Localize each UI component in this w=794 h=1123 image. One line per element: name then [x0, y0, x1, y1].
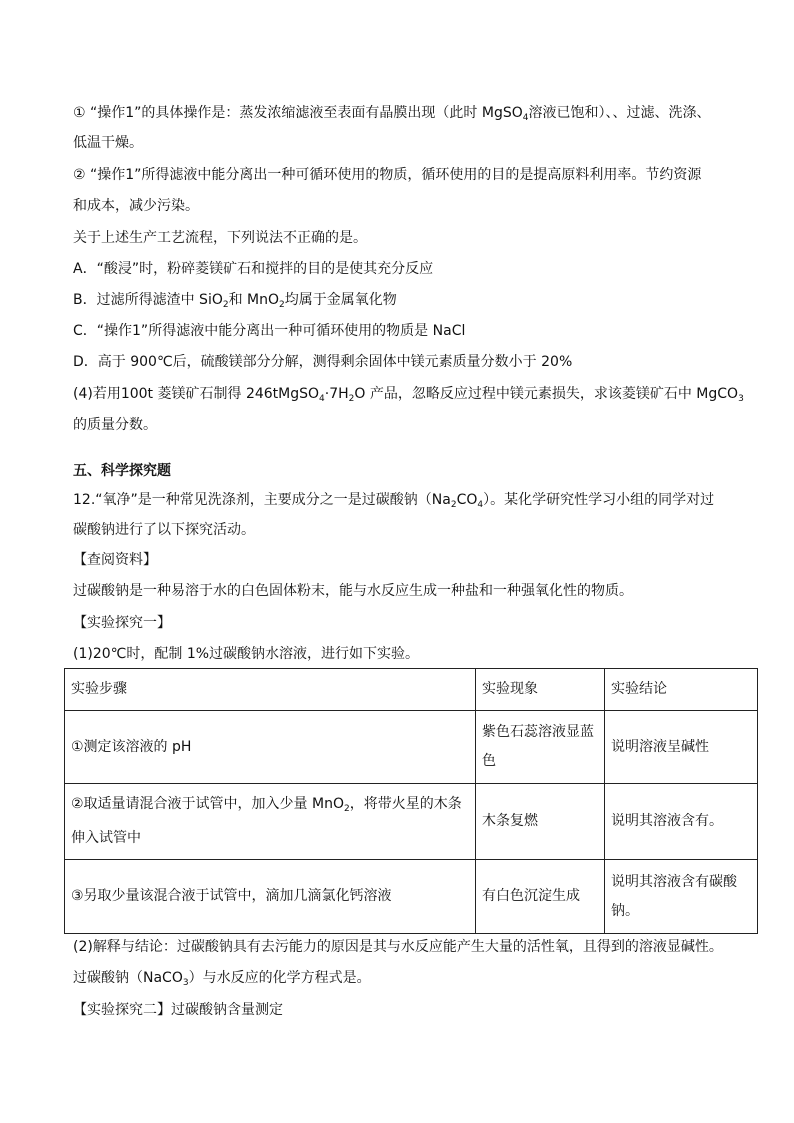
text-line: (2)解释与结论：过碳酸钠具有去污能力的原因是其与水反应能产生大量的活性氧，且得到的溶液显碱性。 — [73, 939, 723, 955]
text-line: 碳酸钠进行了以下探究活动。 — [73, 522, 255, 538]
subheading: 【实验探究一】 — [73, 615, 171, 631]
table-cell: 说明溶液呈碱性 — [605, 711, 758, 784]
table-header: 实验现象 — [476, 669, 605, 711]
table-cell: 说明其溶液含有碳酸钠。 — [605, 860, 758, 934]
table-row — [65, 784, 758, 860]
table-header-row — [65, 669, 758, 711]
section-heading: 五、科学探究题 — [73, 463, 171, 479]
text-line: (1)20℃时，配制 1%过碳酸钠水溶液，进行如下实验。 — [73, 646, 420, 662]
experiment-table — [64, 668, 758, 934]
option-d: D．高于 900℃后，硫酸镁部分分解，测得剩余固体中镁元素质量分数小于 20% — [73, 354, 573, 370]
text-line: ② “操作1”所得滤液中能分离出一种可循环使用的物质，循环使用的目的是提高原料利用率。节约资源 — [73, 167, 702, 183]
subheading: 【查阅资料】 — [73, 552, 157, 568]
table-cell: 说明其溶液含有。 — [605, 784, 758, 860]
table-cell: 有白色沉淀生成 — [476, 860, 605, 934]
table-cell: 紫色石蕊溶液显蓝色 — [476, 711, 605, 784]
table-row — [65, 711, 758, 784]
text-line: ① “操作1”的具体操作是：蒸发浓缩滤液至表面有晶膜出现（此时 MgSO$_4$溶液已饱和）、、过滤、洗涤、 — [73, 105, 711, 123]
table-header: 实验步骤 — [65, 669, 476, 711]
table-cell: 木条复燃 — [476, 784, 605, 860]
option-a: A．“酸浸”时，粉碎菱镁矿石和搅拌的目的是使其充分反应 — [73, 261, 434, 277]
text-line: 过碳酸钠（NaCO$_3$）与水反应的化学方程式是。 — [73, 970, 371, 988]
option-c: C．“操作1”所得滤液中能分离出一种可循环使用的物质是 NaCl — [73, 323, 466, 339]
text-line: (4)若用100t 菱镁矿石制得 $246tMgSO_4\cdot 7H_2O$ 产品，忽略反应过程中镁元素损失，求该菱镁矿石中 MgCO$_3$ — [73, 386, 744, 404]
table-cell: ①测定该溶液的 pH — [65, 711, 476, 784]
question-12: 12.“氧净”是一种常见洗涤剂，主要成分之一是过碳酸钠$(Na_2CO_4)$。某化学研究性学习小组的同学对过 — [73, 492, 715, 510]
table-header: 实验结论 — [605, 669, 758, 711]
subheading: 【实验探究二】过碳酸钠含量测定 — [73, 1002, 283, 1018]
text-line: 过碳酸钠是一种易溶于水的白色固体粉末，能与水反应生成一种盐和一种强氧化性的物质。 — [73, 583, 633, 599]
table-cell: ③另取少量该混合液于试管中，滴加几滴氯化钙溶液 — [65, 860, 476, 934]
text-line: 的质量分数。 — [73, 417, 157, 433]
table-row — [65, 860, 758, 934]
option-b: B．过滤所得滤渣中 SiO$_2$和 MnO$_2$均属于金属氧化物 — [73, 292, 397, 310]
table-cell: ②取适量请混合液于试管中，加入少量 MnO$_2$，将带火星的木条伸入试管中 — [65, 784, 476, 860]
question-prompt: 关于上述生产工艺流程，下列说法不正确的是。 — [73, 230, 367, 246]
text-line: 低温干燥。 — [73, 135, 143, 151]
text-line: 和成本，减少污染。 — [73, 198, 199, 214]
